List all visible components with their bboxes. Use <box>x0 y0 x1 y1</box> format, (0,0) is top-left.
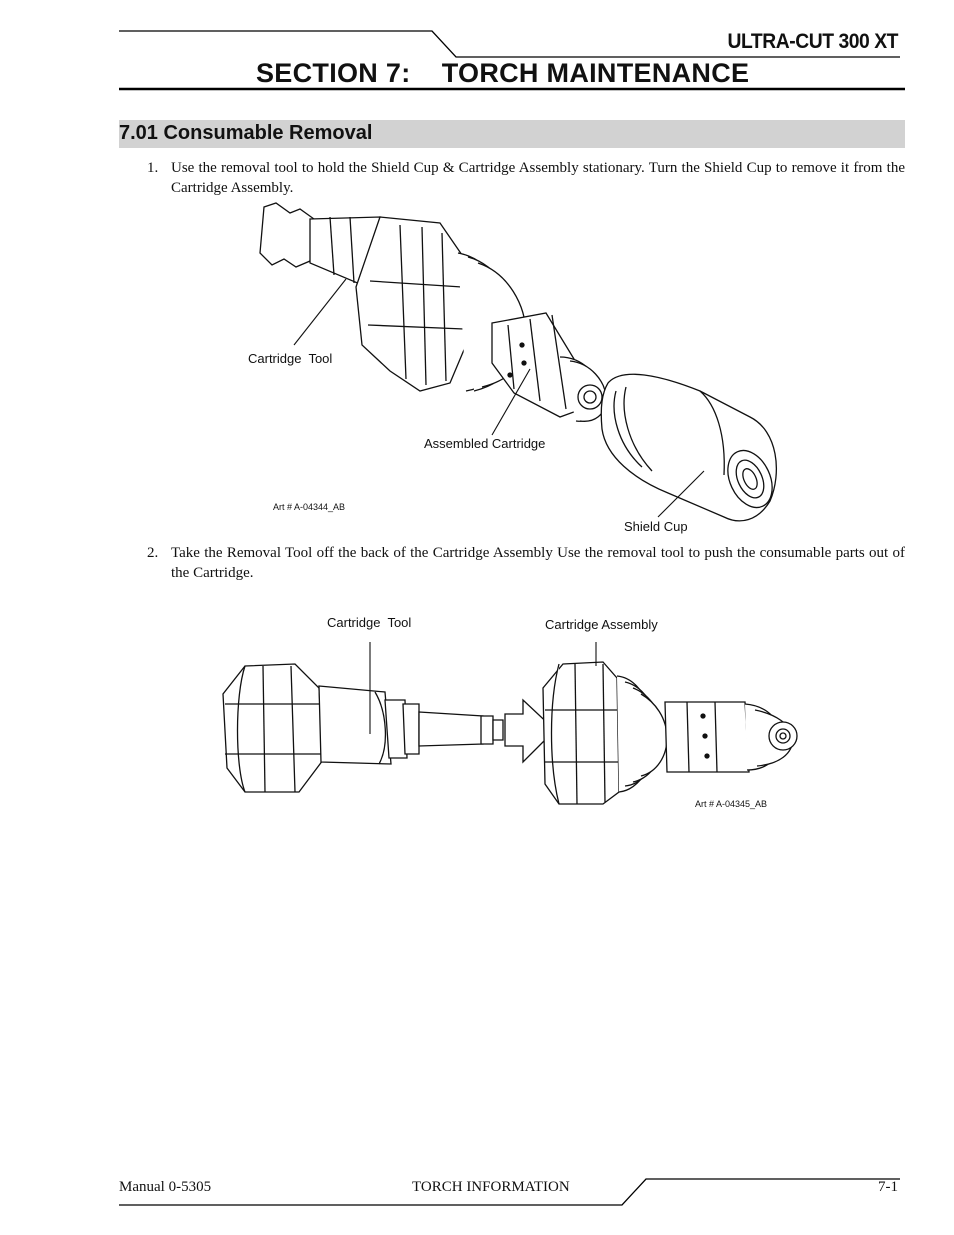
step-2-text: Take the Removal Tool off the back of the Cartridge Assembly Use the removal tool to push the consumable parts out of the Cartridge. <box>171 545 905 581</box>
footer-center: TORCH INFORMATION <box>412 1179 570 1195</box>
section-title: SECTION 7: TORCH MAINTENANCE <box>256 58 750 88</box>
art-number-1: Art # A-04344_AB <box>273 502 346 512</box>
callout-cartridge-tool-2: Cartridge Tool <box>327 615 412 630</box>
footer-manual: Manual 0-5305 <box>119 1179 212 1195</box>
footer-page-number: 7-1 <box>878 1179 898 1195</box>
step-1-number: 1. <box>147 160 159 176</box>
callout-assembled-cartridge: Assembled Cartridge <box>424 436 546 451</box>
art-number-2: Art # A-04345_AB <box>695 799 768 809</box>
header-brand: ULTRA-CUT 300 XT <box>727 30 898 53</box>
subsection-title: 7.01 Consumable Removal <box>119 122 373 144</box>
callout-cartridge-assembly: Cartridge Assembly <box>545 617 658 632</box>
step-2-number: 2. <box>147 545 159 561</box>
callout-cartridge-tool-1: Cartridge Tool <box>248 351 333 366</box>
callout-shield-cup: Shield Cup <box>624 519 688 534</box>
figure-2-illustration <box>215 636 815 816</box>
step-1-text: Use the removal tool to hold the Shield Cup & Cartridge Assembly stationary. Turn the Shield Cup to remove it from the Cartridge Assembly. <box>171 160 905 196</box>
